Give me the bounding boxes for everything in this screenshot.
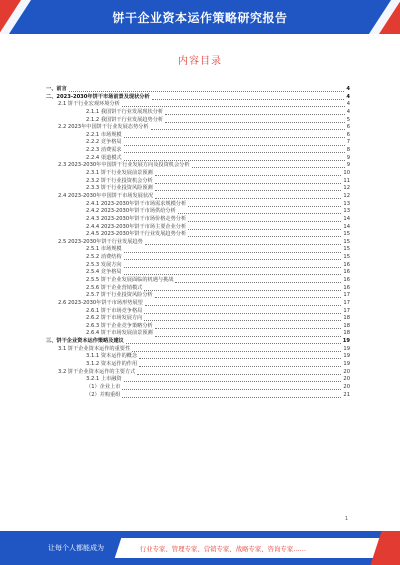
toc-leader-dots	[155, 297, 342, 298]
toc-leader-dots	[155, 328, 342, 329]
toc-entry-page: 15	[343, 254, 350, 261]
toc-entry-text: 2.2.1 市场规模	[86, 131, 122, 138]
toc-entry-page: 16	[343, 284, 350, 291]
toc-entry-text: 2.1 饼干行业宏观环境分析	[58, 101, 120, 108]
toc-leader-dots	[144, 313, 341, 314]
toc-entry-text: （2）并购重组	[86, 391, 121, 398]
toc-entry[interactable]	[46, 86, 350, 94]
toc-entry-page: 10	[343, 170, 350, 177]
toc-leader-dots	[124, 160, 345, 161]
toc-entry-text: 二、2023-2030年饼干市场前景及现状分析	[46, 93, 150, 100]
toc-entry[interactable]	[46, 376, 350, 384]
toc-entry-text: 2.5.3 发展方向	[86, 261, 122, 268]
toc-entry-text: 2.2.2 竞争格局	[86, 139, 122, 146]
toc-entry-text: 2.3.3 饼干行业投资风险预测	[86, 185, 153, 192]
toc-leader-dots	[152, 99, 345, 100]
toc-entry-page: 9	[346, 154, 350, 161]
toc-leader-dots	[122, 397, 341, 398]
toc-entry-text: 2.3.2 饼干行业投资机会分析	[86, 177, 153, 184]
toc-entry-page: 13	[343, 200, 350, 207]
toc-leader-dots	[155, 175, 342, 176]
toc-leader-dots	[155, 336, 342, 337]
toc-leader-dots	[139, 358, 341, 359]
toc-entry-text: 一、前言	[46, 85, 67, 92]
toc-entry-text: 2.6.2 饼干市场发展方向	[86, 315, 143, 322]
toc-leader-dots	[145, 244, 342, 245]
report-header	[0, 0, 400, 34]
toc-entry[interactable]	[46, 292, 350, 300]
toc-entry-text: 2.5.4 竞争格局	[86, 269, 122, 276]
toc-entry-text: 2.6 2023-2030年饼干市场形势展望	[58, 299, 143, 306]
toc-leader-dots	[188, 229, 341, 230]
toc-entry-page: 19	[343, 353, 350, 360]
toc-entry-page: 15	[343, 246, 350, 253]
toc-entry[interactable]	[46, 315, 350, 323]
toc-entry-text: 2.6.3 饼干企业竞争策略分析	[86, 322, 153, 329]
toc-entry-page: 19	[342, 338, 350, 345]
toc-leader-dots	[124, 259, 342, 260]
toc-entry[interactable]	[46, 193, 350, 201]
toc-entry-text: 2.6.1 饼干市场竞争格局	[86, 307, 143, 314]
toc-leader-dots	[132, 351, 341, 352]
toc-entry-page: 14	[343, 215, 350, 222]
toc-leader-dots	[124, 152, 345, 153]
toc-entry-page: 12	[343, 192, 350, 199]
toc-entry[interactable]	[46, 246, 350, 254]
toc-entry-text: 3.1.2 资本运作的作用	[86, 361, 138, 368]
toc-entry-text: 2.5.2 消费结构	[86, 254, 122, 261]
toc-entry-page: 17	[343, 307, 350, 314]
toc-entry-text: 2.3.1 饼干行业发展前景预测	[86, 170, 153, 177]
toc-entry[interactable]	[46, 331, 350, 339]
toc-entry-page: 17	[343, 299, 350, 306]
toc-leader-dots	[122, 389, 341, 390]
toc-entry-text: 3.2.1 上市融资	[86, 376, 122, 383]
toc-entry[interactable]	[46, 392, 350, 400]
toc-entry[interactable]	[46, 147, 350, 155]
toc-entry-page: 5	[346, 116, 350, 123]
toc-leader-dots	[124, 381, 342, 382]
toc-entry-text: 3.1.1 资本运作的概念	[86, 353, 138, 360]
report-footer	[0, 531, 400, 565]
toc-entry-page: 18	[343, 315, 350, 322]
toc-leader-dots	[165, 114, 345, 115]
toc-entry-page: 18	[343, 330, 350, 337]
toc-entry-page: 6	[346, 124, 350, 131]
toc-entry[interactable]	[46, 361, 350, 369]
toc-entry[interactable]	[46, 185, 350, 193]
toc-leader-dots	[124, 145, 345, 146]
toc-entry-page: 12	[343, 185, 350, 192]
toc-entry-text: 2.2.3 消费需求	[86, 147, 122, 154]
toc-leader-dots	[155, 183, 342, 184]
toc-entry-page: 20	[343, 383, 350, 390]
toc-entry-page: 13	[343, 208, 350, 215]
toc-leader-dots	[192, 167, 345, 168]
toc-leader-dots	[144, 320, 341, 321]
toc-entry-text: 2.4.3 2023-2030年饼干市场价格走势分析	[86, 215, 187, 222]
toc-leader-dots	[137, 374, 341, 375]
toc-entry[interactable]	[46, 231, 350, 239]
toc-entry-text: 3.1 饼干企业资本运作的重要性	[58, 345, 131, 352]
toc-entry[interactable]	[46, 139, 350, 147]
table-of-contents	[46, 86, 350, 399]
toc-entry-text: 2.5.1 市场规模	[86, 246, 122, 253]
toc-entry-text: 2.4.4 2023-2030年饼干市场主要企业分析	[86, 223, 187, 230]
page-number: 1	[344, 516, 348, 522]
toc-entry[interactable]	[46, 170, 350, 178]
toc-entry-text: 3.2 饼干企业资本运作的主要方式	[58, 368, 136, 375]
toc-leader-dots	[175, 282, 341, 283]
toc-entry-page: 21	[343, 391, 350, 398]
toc-leader-dots	[178, 213, 342, 214]
toc-entry[interactable]	[46, 109, 350, 117]
toc-leader-dots	[124, 252, 342, 253]
toc-entry-page: 9	[346, 162, 350, 169]
toc-entry-text: 2.4.5 2023-2030年饼干行业发展趋势分析	[86, 231, 187, 238]
toc-leader-dots	[155, 190, 342, 191]
toc-entry-text: 2.1.2 我国饼干行业发展趋势分析	[86, 116, 164, 123]
toc-entry[interactable]	[46, 124, 350, 132]
toc-leader-dots	[144, 290, 341, 291]
toc-entry-page: 6	[346, 131, 350, 138]
toc-leader-dots	[155, 198, 341, 199]
toc-entry-page: 16	[343, 277, 350, 283]
toc-entry-text: 2.1.1 我国饼干行业发展现状分析	[86, 108, 164, 115]
footer-accent	[370, 531, 400, 565]
toc-entry-text: 2.5 2023-2030年饼干行业发展趋势	[58, 238, 143, 245]
toc-leader-dots	[124, 267, 342, 268]
toc-entry-text: 2.2 2023年中国饼干行业发展态势分析	[58, 124, 149, 131]
toc-entry-text: 2.6.4 饼干市场发展前景预测	[86, 330, 153, 337]
toc-leader-dots	[165, 122, 345, 123]
report-title: 饼干企业资本运作策略研究报告	[112, 10, 288, 25]
toc-leader-dots	[122, 106, 345, 107]
toc-entry-text: （1）企业上市	[86, 383, 121, 390]
toc-entry[interactable]	[46, 216, 350, 224]
toc-entry-page: 16	[343, 261, 350, 268]
toc-entry-page: 20	[343, 376, 350, 383]
toc-entry-page: 20	[343, 368, 350, 375]
toc-entry-page: 15	[343, 231, 350, 238]
toc-entry-page: 8	[346, 147, 350, 154]
toc-entry-text: 2.4.1 2023-2030年饼干市场需求规模分析	[86, 200, 187, 207]
toc-entry-page: 4	[346, 108, 350, 115]
toc-entry-page: 4	[346, 101, 350, 108]
toc-entry[interactable]	[46, 353, 350, 361]
toc-entry-text: 2.2.4 渠道模式	[86, 154, 122, 161]
toc-entry-text: 2.3 2023-2030年中国饼干行业发展方向及投资机会分析	[58, 162, 190, 169]
toc-entry-page: 17	[343, 292, 350, 299]
toc-leader-dots	[124, 274, 342, 275]
toc-entry-page: 19	[343, 345, 350, 352]
toc-entry[interactable]	[46, 384, 350, 392]
toc-entry[interactable]	[46, 101, 350, 109]
toc-entry[interactable]	[46, 300, 350, 308]
toc-entry-text: 2.4.2 2023-2030年饼干市场供给分析	[86, 208, 176, 215]
toc-entry-page: 11	[343, 177, 350, 184]
toc-entry-text: 2.4 2023-2030年中国饼干市场发展状况	[58, 192, 154, 199]
toc-entry-page: 15	[343, 238, 350, 245]
toc-entry-page: 4	[346, 93, 350, 100]
toc-leader-dots	[69, 91, 345, 92]
toc-entry[interactable]	[46, 208, 350, 216]
toc-entry-text: 2.5.7 饼干行业投资风险分析	[86, 292, 153, 299]
toc-entry[interactable]	[46, 162, 350, 170]
toc-entry-page: 18	[343, 322, 350, 329]
footer-tagline: 行业专家、管理专家、营销专家、战略专家、咨询专家……	[140, 544, 307, 553]
toc-entry-page: 4	[346, 85, 350, 92]
toc-leader-dots	[145, 305, 342, 306]
toc-leader-dots	[188, 236, 341, 237]
toc-leader-dots	[188, 206, 341, 207]
toc-entry-text: 三、饼干企业资本运作策略及建议	[46, 338, 124, 345]
toc-entry-page: 16	[343, 269, 350, 276]
toc-entry[interactable]	[46, 254, 350, 262]
toc-entry[interactable]	[46, 277, 350, 285]
toc-leader-dots	[139, 366, 341, 367]
footer-slogan: 让每个人都能成为	[48, 544, 104, 552]
toc-leader-dots	[126, 343, 341, 344]
footer-banner	[115, 538, 391, 558]
toc-leader-dots	[124, 137, 345, 138]
toc-entry-page: 7	[346, 139, 350, 146]
toc-entry-text: 2.5.5 饼干企业发展面临的机遇与挑战	[86, 277, 174, 283]
toc-entry-page: 14	[343, 223, 350, 230]
toc-entry-text: 2.5.6 饼干企业营销模式	[86, 284, 143, 291]
toc-heading: 内容目录	[178, 56, 222, 67]
toc-entry-page: 19	[343, 361, 350, 368]
toc-leader-dots	[151, 129, 345, 130]
toc-leader-dots	[188, 221, 341, 222]
toc-entry[interactable]	[46, 338, 350, 346]
toc-entry[interactable]	[46, 269, 350, 277]
